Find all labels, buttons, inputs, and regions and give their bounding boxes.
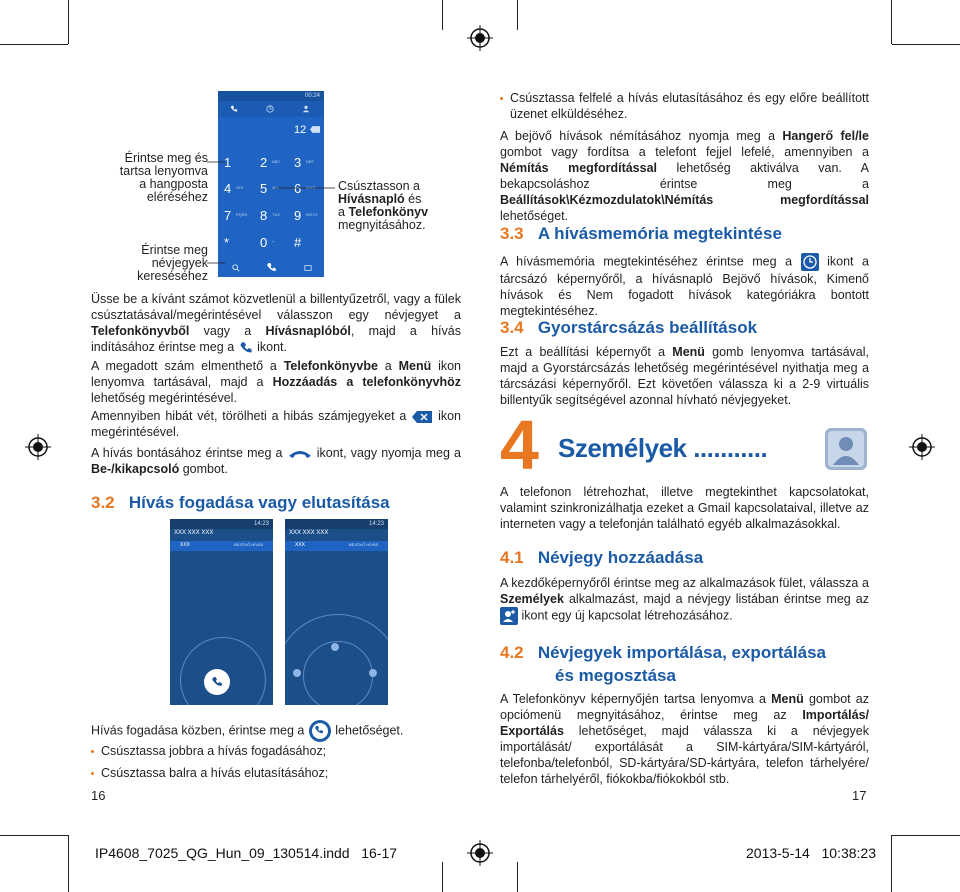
section-title: és megosztása — [555, 666, 676, 685]
dial-key[interactable]: 4 — [224, 181, 232, 196]
crop-mark — [0, 44, 68, 45]
paragraph-dial: Üsse be a kívánt számot közvetlenül a billentyűzetről, vagy a fülek csúsztatásával/megérintésével válasszon egy névjegyet a Telefonkönyvből vagy a Hívásnaplóból, majd a hívás indításához érintse meg a ikont. — [91, 292, 461, 354]
list-item: Csúsztassa jobbra a hívás fogadásához; — [91, 743, 461, 759]
dial-key[interactable]: 9 — [294, 208, 302, 223]
annot-line: megnyitásához. — [338, 218, 426, 232]
fold-mark — [517, 862, 518, 892]
caller-bar — [285, 541, 388, 551]
fold-mark — [517, 0, 518, 30]
paragraph-answer: Hívás fogadása közben, érintse meg a lehetőséget. — [91, 719, 461, 743]
section-number: 3.4 — [500, 318, 524, 337]
status-time: 14:23 — [368, 521, 384, 527]
end-call-icon — [287, 448, 313, 460]
add-contact-icon — [500, 607, 518, 625]
section-heading-3-3 — [500, 224, 782, 244]
crop-mark — [891, 0, 892, 44]
registration-mark-icon — [467, 25, 493, 51]
dial-key-letters: + — [272, 239, 275, 244]
decline-dot[interactable] — [293, 669, 301, 677]
backspace-icon[interactable] — [310, 126, 320, 133]
status-bar — [170, 519, 273, 529]
section-heading-line — [500, 641, 826, 664]
dial-key-letters: DEF — [306, 159, 314, 164]
bullet-list-answer — [91, 743, 461, 781]
paragraph-people: A telefonon létrehozhat, illetve megtekinthet kapcsolatokat, valamint szinkronizálhatja ezeket a Gmail kapcsolataival, illetve az interneten vagy a telefonján található egyéb alkalmazásokkal. — [500, 485, 869, 531]
answer-dot[interactable] — [331, 643, 339, 651]
caller-number: XXX XXX XXX — [174, 530, 214, 536]
phone-tab-icon[interactable] — [230, 105, 238, 113]
list-item: Csúsztassa balra a hívás elutasításához; — [91, 765, 461, 781]
status-bar — [218, 91, 324, 101]
contacts-tab-icon[interactable] — [302, 105, 310, 113]
crop-mark — [0, 835, 68, 836]
registration-mark-icon — [467, 840, 493, 866]
voicemail-annotation: Érintse meg és tartsa lenyomva a hangposta eléréséhez — [119, 151, 208, 204]
caller-name: XXX — [180, 542, 191, 548]
status-time: 14:23 — [253, 521, 269, 527]
fold-mark — [442, 862, 443, 892]
backspace-icon — [411, 410, 433, 424]
dial-key-letters: PQRS — [236, 212, 248, 217]
crop-mark — [892, 44, 960, 45]
fold-mark — [442, 0, 443, 30]
clock-icon — [801, 253, 819, 271]
dial-key[interactable]: 6 — [294, 181, 302, 196]
dial-key[interactable]: 1 — [224, 155, 232, 170]
section-heading-3-4 — [500, 318, 757, 338]
dial-key[interactable]: 7 — [224, 208, 232, 223]
dial-key[interactable]: 3 — [294, 155, 302, 170]
section-heading-line — [500, 664, 826, 687]
dial-key[interactable]: * — [224, 235, 230, 250]
dial-key[interactable]: 8 — [260, 208, 268, 223]
paragraph-mute: A bejövő hívások némításához nyomja meg a Hangerő fel/le gombot vagy fordítsa a telefont fejjel lefelé, amennyiben a Némítás megfordítással lehetőség aktiválva van. A bekapcsoláshoz érintse meg a Beállítások\Kézmozdulatok\Némítás megfordítással lehetőséget. — [500, 129, 869, 223]
section-heading-4-1 — [500, 548, 703, 568]
caller-name: XXX — [295, 542, 306, 548]
dialer-tabs — [218, 101, 324, 117]
dial-key-letters: TUV — [272, 212, 280, 217]
people-app-icon — [824, 427, 868, 471]
slide-annotation — [338, 180, 448, 232]
message-dot[interactable] — [369, 669, 377, 677]
status-time: 00:24 — [304, 93, 320, 99]
crop-mark — [68, 835, 69, 892]
section-number: 3.3 — [500, 224, 524, 243]
crop-mark — [892, 835, 960, 836]
dial-key[interactable]: 2 — [260, 155, 268, 170]
dial-key-letters: WXYZ — [306, 212, 318, 217]
incoming-call-screenshot-1 — [170, 519, 273, 705]
section-heading-4-2 — [500, 641, 826, 687]
paragraph-call-log: A hívásmemória megtekintéséhez érintse meg a ikont a tárcsázó képernyőről, a hívásnapló Bejövő hívások, Kimenő hívások és Nem fogadott hívások kategóriákra bontott megtekintéséhez. — [500, 254, 869, 318]
clock-tab-icon[interactable] — [266, 105, 274, 113]
dial-key-letters: GHI — [236, 185, 244, 190]
dial-key[interactable]: # — [294, 235, 302, 250]
chapter-title: Személyek ........... — [558, 433, 768, 463]
dialed-number: 12 — [294, 124, 307, 136]
swipe-ring-inner — [303, 641, 373, 705]
annot-line: Csúsztasson a — [338, 179, 420, 193]
dial-key[interactable]: 0 — [260, 235, 268, 250]
section-title: Névjegyek importálása, exportálása — [537, 643, 827, 662]
incoming-call-screenshot-2 — [285, 519, 388, 705]
file-slug: IP4608_7025_QG_Hun_09_130514.indd 16-17 — [95, 845, 398, 861]
section-heading-3-2 — [91, 493, 390, 513]
section-title: Névjegy hozzáadása — [537, 548, 704, 567]
section-title: A hívásmemória megtekintése — [537, 224, 782, 243]
bullet-reject — [500, 90, 869, 122]
chapter-number: 4 — [500, 406, 539, 484]
status-bar — [285, 519, 388, 529]
dial-key-letters: ABC — [272, 159, 281, 164]
section-number: 4.2 — [500, 643, 524, 662]
paragraph-save: A megadott szám elmenthető a Telefonkönyvbe a Menü ikon lenyomva tartásával, majd a Hozzáadás a telefonkönyvhöz lehetőség megérintésével. — [91, 359, 462, 405]
registration-mark-icon — [25, 434, 51, 460]
list-item: Csúsztassa felfelé a hívás elutasításához és egy előre beállított üzenet elküldéséhez. — [500, 90, 869, 122]
section-number: 3.2 — [91, 493, 115, 512]
page-number-right: 17 — [852, 788, 867, 803]
contacts-search-annotation: Érintse meg névjegyek kereséséhez — [137, 243, 208, 283]
callout-lines — [195, 150, 345, 280]
dial-key-letters: JKL — [272, 185, 279, 190]
caller-number: XXX XXX XXX — [289, 530, 329, 536]
page-number-left: 16 — [91, 788, 106, 803]
call-icon — [211, 676, 223, 688]
registration-mark-icon — [909, 434, 935, 460]
section-number: 4.1 — [500, 548, 524, 567]
timestamp-slug: 2013-5-14 10:38:23 — [746, 845, 876, 861]
caller-bar — [170, 541, 273, 551]
section-title: Gyorstárcsázás beállítások — [537, 318, 758, 337]
annot-line: Hívásnapló és — [338, 192, 422, 206]
section-title: Hívás fogadása vagy elutasítása — [128, 493, 390, 512]
answer-call-icon — [308, 719, 332, 743]
paragraph-add-contact: A kezdőképernyőről érintse meg az alkalmazások fület, válassza a Személyek alkalmazást, majd a névjegy listában érintse meg az ikont egy új kapcsolat létrehozásához. — [500, 575, 869, 625]
dial-key[interactable]: 5 — [260, 181, 268, 196]
incoming-label: BEJÖVŐ HÍVÁS — [349, 542, 379, 547]
paragraph-speed-dial: Ezt a beállítási képernyőt a Menü gomb lenyomva tartásával, majd a Gyorstárcsázás lehetőség megérintésével nyithatja meg a tárcsázási képernyőről. Ezt követően válassza ki a 2-9 virtuális billentyűk segítségével azonnal hívható névjegyeket. — [500, 345, 869, 407]
paragraph-delete: Amennyiben hibát vét, törölheti a hibás számjegyeket a ikon megérintésével. — [91, 409, 461, 439]
dial-key-letters: MNO — [306, 185, 316, 190]
paragraph-hangup: A hívás bontásához érintse meg a ikont, vagy nyomja meg a Be-/kikapcsoló gombot. — [91, 446, 461, 476]
incoming-label: BEJÖVŐ HÍVÁS — [234, 542, 264, 547]
crop-mark — [891, 835, 892, 892]
call-icon — [238, 341, 254, 355]
paragraph-import-export: A Telefonkönyv képernyőjén tartsa lenyomva a Menü gombot az opciómenü megnyitásához, érintse meg az Importálás/ Exportálás lehetőséget, majd válassza ki a névjegyek importálását/ exportálását a SIM-kártyára/SIM-kártyáról, telefonba/telefonból, SD-kártyára/SD-kártyára, telefon tárhelyére/ telefon tárhelyéről, fiókokba/fiókokból stb. — [500, 692, 869, 786]
annot-line: a Telefonkönyv — [338, 205, 429, 219]
crop-mark — [68, 0, 69, 44]
